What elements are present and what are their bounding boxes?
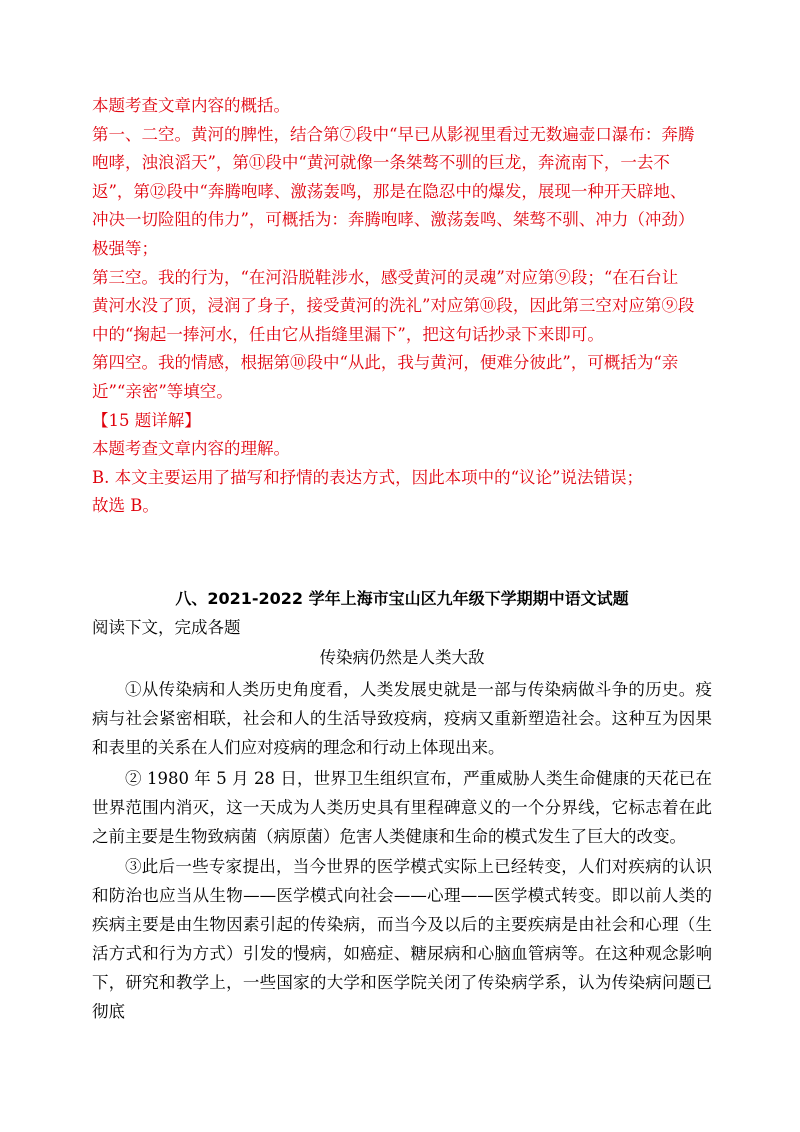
answer-line: 故选 B。	[92, 496, 159, 516]
answer-line: 第一、二空。黄河的脾性，结合第⑦段中“早已从影视里看过无数遍壶口瀑布：奔腾	[92, 124, 695, 144]
section-title: 八、2021-2022 学年上海市宝山区九年级下学期期中语文试题	[175, 589, 629, 608]
answer-line: 本题考查文章内容的概括。	[92, 96, 290, 115]
article-title: 传染病仍然是人类大敌	[319, 648, 485, 667]
answer-line: 本题考查文章内容的理解。	[92, 439, 290, 459]
article-body	[92, 676, 712, 1029]
answer-explanation	[92, 92, 712, 521]
answer-line: 极强等；	[92, 238, 158, 258]
section-intro: 阅读下文，完成各题	[92, 618, 241, 637]
article-paragraph: ② 1980 年 5 月 28 日，世界卫生组织宣布，严重威胁人类生命健康的天花已在世界范围内消灭，这一天成为人类历史具有里程碑意义的一个分界线，它标志着在此之前主要是生物致病菌（病原菌）危害人类健康和生命的模式发生了巨大的改变。	[92, 768, 712, 846]
answer-line: 冲决一切险阻的伟力”，可概括为：奔腾咆哮、激荡轰鸣、桀骜不驯、冲力（冲劲）	[92, 210, 695, 230]
answer-line: 中的“掬起一捧河水，任由它从指缝里漏下”，把这句话抄录下来即可。	[92, 324, 604, 344]
answer-line: 第四空。我的情感，根据第⑩段中“从此，我与黄河，便难分彼此”，可概括为“亲	[92, 353, 679, 373]
answer-line: B. 本文主要运用了描写和抒情的表达方式，因此本项中的“议论”说法错误；	[92, 467, 643, 487]
answer-line: 咆哮，浊浪滔天”，第⑪段中“黄河就像一条桀骜不驯的巨龙，奔流南下，一去不	[92, 153, 670, 173]
question-15-heading: 【15 题详解】	[92, 410, 201, 430]
answer-line: 返”，第⑫段中“奔腾咆哮、激荡轰鸣，那是在隐忍中的爆发，展现一种开天辟地、	[92, 181, 687, 201]
article-paragraph: ①从传染病和人类历史角度看，人类发展史就是一部与传染病做斗争的历史。疫病与社会紧密相联，社会和人的生活导致疫病，疫病又重新塑造社会。这种互为因果和表里的关系在人们应对疫病的理念和行动上体现出来。	[92, 680, 712, 757]
answer-line: 第三空。我的行为，“在河沿脱鞋涉水，感受黄河的灵魂”对应第⑨段；“在石台让	[92, 267, 679, 287]
answer-line: 近”“亲密”等填空。	[92, 381, 233, 401]
answer-line: 黄河水没了顶，浸润了身子，接受黄河的洗礼”对应第⑩段，因此第三空对应第⑨段	[92, 296, 695, 316]
article-paragraph: ③此后一些专家提出，当今世界的医学模式实际上已经转变，人们对疾病的认识和防治也应当从生物——医学模式向社会——心理——医学模式转变。即以前人类的疾病主要是由生物因素引起的传染病，而当今及以后的主要疾病是由社会和心理（生活方式和行为方式）引发的慢病，如癌症、糖尿病和心脑血管病等。在这种观念影响下，研究和教学上，一些国家的大学和医学院关闭了传染病学系，认为传染病问题已彻底	[92, 857, 712, 1021]
